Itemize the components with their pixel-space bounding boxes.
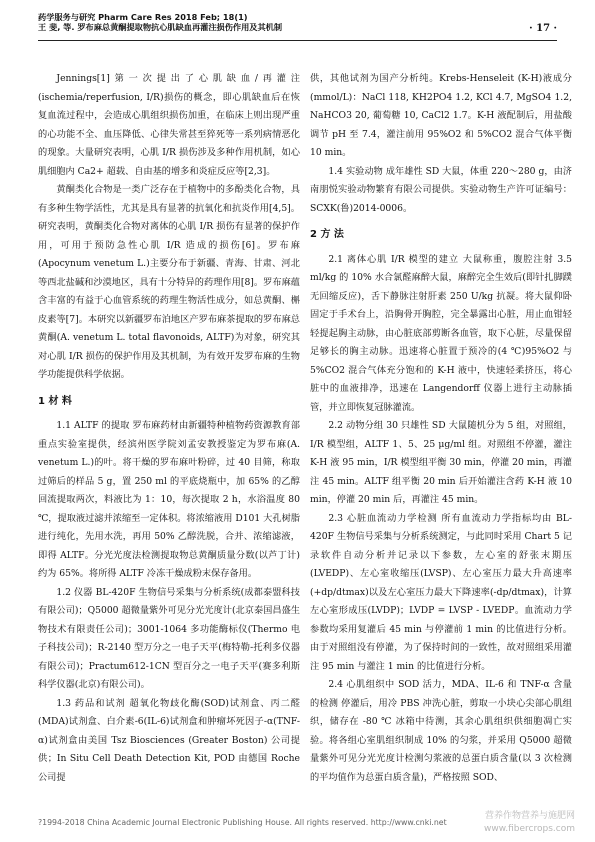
section-heading-materials: 1 材 料: [38, 395, 72, 407]
methods-paragraph: 2.4 心肌组织中 SOD 活力，MDA、IL-6 和 TNF-α 含量的检测 停灌后，用冷 PBS 冲洗心脏，剪取一小块心尖部心肌组织，储存在 -80 ℃ 冰箱中待测，其余心肌组织供细胞凋亡实验。将各组心室肌组织制成 10% 的匀浆，并采用 Q5000 超微量紫外可见分光光度计检测匀浆液的总蛋白质含量(以 3 次检测的平均值作为总蛋白质含量)，严格按照 SOD、: [310, 679, 572, 783]
journal-citation-line: 药学服务与研究 Pharm Care Res 2018 Feb; 18(1): [38, 12, 248, 22]
intro-paragraph: 黄酮类化合物是一类广泛存在于植物中的多酚类化合物，具有多种生物学活性，尤其是具有显著的抗氧化和抗炎作用[4,5]。研究表明，黄酮类化合物对离体的心肌 I/R 损伤有显著的保护作用，可用于预防急性心肌 I/R 造成的损伤[6]。罗布麻(Apocynum venetum L.)主要分布于新疆、青海、甘肃、河北等西北盐碱和沙漠地区，具有十分特异的药理作用[8]。罗布麻蕴含丰富的有益于心血管系统的药理生物活性成分，如总黄酮、槲皮素等[7]。本研究以新疆罗布泊地区产罗布麻茶提取的罗布麻总黄酮(A. venetum L. total flavonoids, ALTF)为对象，研究其对心肌 I/R 损伤的保护作用及其机制，为有效开发罗布麻的生物学功能提供科学依据。: [38, 184, 300, 380]
materials-paragraph: 1.3 药品和试剂 超氧化物歧化酶(SOD)试剂盒、丙二醛(MDA)试剂盒、白介素-6(IL-6)试剂盒和肿瘤坏死因子-α(TNF-α)试剂盒由美国 Tsz Biosciences (Greater Boston) 公司提供；In Situ Cell Death Detection Kit, POD 由德国 Roche 公司提: [38, 697, 300, 783]
intro-paragraph: Jennings[1]第一次提出了心肌缺血/再灌注(ischemia/reperfusion, I/R)损伤的概念，即心肌缺血后在恢复血流过程中，会造成心肌组织损伤加重，在临床上则出现严重的心功能不全、血压降低、心律失常甚至猝死等一系列病情恶化的现象。大量研究表明，心肌 I/R 损伤涉及多种作用机制，如心肌细胞内 Ca2+ 超载、自由基的增多和炎症反应等[2,3]。: [38, 73, 300, 177]
methods-paragraph: 2.1 离体心肌 I/R 模型的建立 大鼠称重，腹腔注射 3.5 ml/kg 的 10% 水合氯醛麻醉大鼠，麻醉完全生效后(即针扎脚蹼无回缩反应)，舌下静脉注射肝素 250 U/kg 抗凝。将大鼠仰卧固定于手术台上，沿胸骨开胸腔，完全暴露出心脏，用止血钳轻轻提起胸主动脉，由心脏底部剪断各血管，取下心脏，尽量保留足够长的胸主动脉。迅速将心脏置于预冷的(4 ℃)95%O2 与 5%CO2 混合气体充分饱和的 K-H 液中，快速轻柔挤压，将心脏中的血液排净，迅速在 Langendorff 仪器上进行主动脉插管，并立即恢复冠脉灌流。: [310, 253, 572, 413]
article-title-line: 王 斐, 等. 罗布麻总黄酮提取物抗心肌缺血再灌注损伤作用及其机制: [38, 22, 283, 32]
methods-paragraph: 2.2 动物分组 30 只雄性 SD 大鼠随机分为 5 组，对照组，I/R 模型组，ALTF 1、5、25 μg/ml 组。对照组不停灌，灌注 K-H 液 95 min，I/R 模型组平衡 30 min，停灌 20 min，再灌注 45 min。ALTF 组平衡 20 min 后开始灌注含药 K-H 液 10 min，停灌 20 min 后，再灌注 45 min。: [310, 420, 572, 505]
watermark-text: 营养作物营养与施肥网: [484, 811, 575, 821]
running-header: [38, 12, 557, 32]
copyright-footer: ?1994-2018 China Academic Journal Electronic Publishing House. All rights reserved. http://www.cnki.net: [38, 818, 447, 827]
materials-paragraph: 1.2 仪器 BL-420F 生物信号采集与分析系统(成都泰盟科技有限公司)；Q5000 超微量紫外可见分光光度计(北京泰国昌盛生物技术有限责任公司)；3001-1064 多功能酶标仪(Thermo 电子科技公司)；R-2140 型万分之一电子天平(梅特勒-托利多仪器有限公司)；Practum612-1CN 型百分之一电子天平(赛多利斯科学仪器(北京)有限公司)。: [38, 586, 300, 690]
materials-paragraph: 1.1 ALTF 的提取 罗布麻药材由新疆特种植物药资源教育部重点实验室提供，经滨州医学院刘孟安教授鉴定为罗布麻(A. venetum L.)的叶。将干燥的罗布麻叶粉碎，过 40 目筛，称取过筛后的样品 5 g，置 250 ml 的平底烧瓶中，加 65% 的乙醇回流提取两次，料液比为 1：10，每次提取 2 h，水浴温度 80 ℃，提取液过滤并浓缩至一定体积。将浓缩液用 D101 大孔树脂进行纯化，先用水洗，再用 50% 乙醇洗脱，合并、浓缩滤液，即得 ALTF。分光光度法检测提取物总黄酮质量分数(以芦丁计)约为 65%。将所得 ALTF 冷冻干燥成粉末保存备用。: [38, 420, 300, 579]
page-number: · 17 ·: [529, 23, 557, 34]
animals-paragraph: 1.4 实验动物 成年雄性 SD 大鼠，体重 220～280 g，由济南朋悦实验动物繁育有限公司提供。实验动物生产许可证编号：SCXK(鲁)2014-0006。: [310, 165, 572, 214]
right-column: [310, 70, 572, 787]
left-column: [38, 70, 300, 787]
section-heading-methods: 2 方 法: [310, 229, 344, 240]
watermark-url: www.fibercrops.com: [484, 824, 575, 834]
continued-paragraph: 供，其他试剂为国产分析纯。Krebs-Henseleit (K-H)液成分(mmol/L)：NaCl 118, KH2PO4 1.2, KCl 4.7, MgSO4 1.2, NaHCO3 20, 葡萄糖 10, CaCl2 1.7。K-H 液配制后，用盐酸调节 pH 至 7.4，灌注前用 95%O2 和 5%CO2 混合气体平衡 10 min。: [310, 73, 572, 158]
header-rule: [38, 40, 557, 41]
methods-paragraph: 2.3 心脏血流动力学检测 所有血流动力学指标均由 BL-420F 生物信号采集与分析系统测定，与此同时采用 Chart 5 记录软件自动分析并记录以下参数，左心室的舒张末期压(LVEDP)、左心室收缩压(LVSP)、左心室压力最大升高速率(+dp/dtmax)以及左心室压力最大下降速率(-dp/dtmax)，计算左心室形成压(LVDP)；LVDP = LVSP - LVEDP。血流动力学参数均采用复灌后 45 min 与停灌前 1 min 的比值进行分析。由于对照组没有停灌，为了保持时间的一致性，故对照组采用灌注 95 min 与灌注 1 min 的比值进行分析。: [310, 512, 572, 672]
